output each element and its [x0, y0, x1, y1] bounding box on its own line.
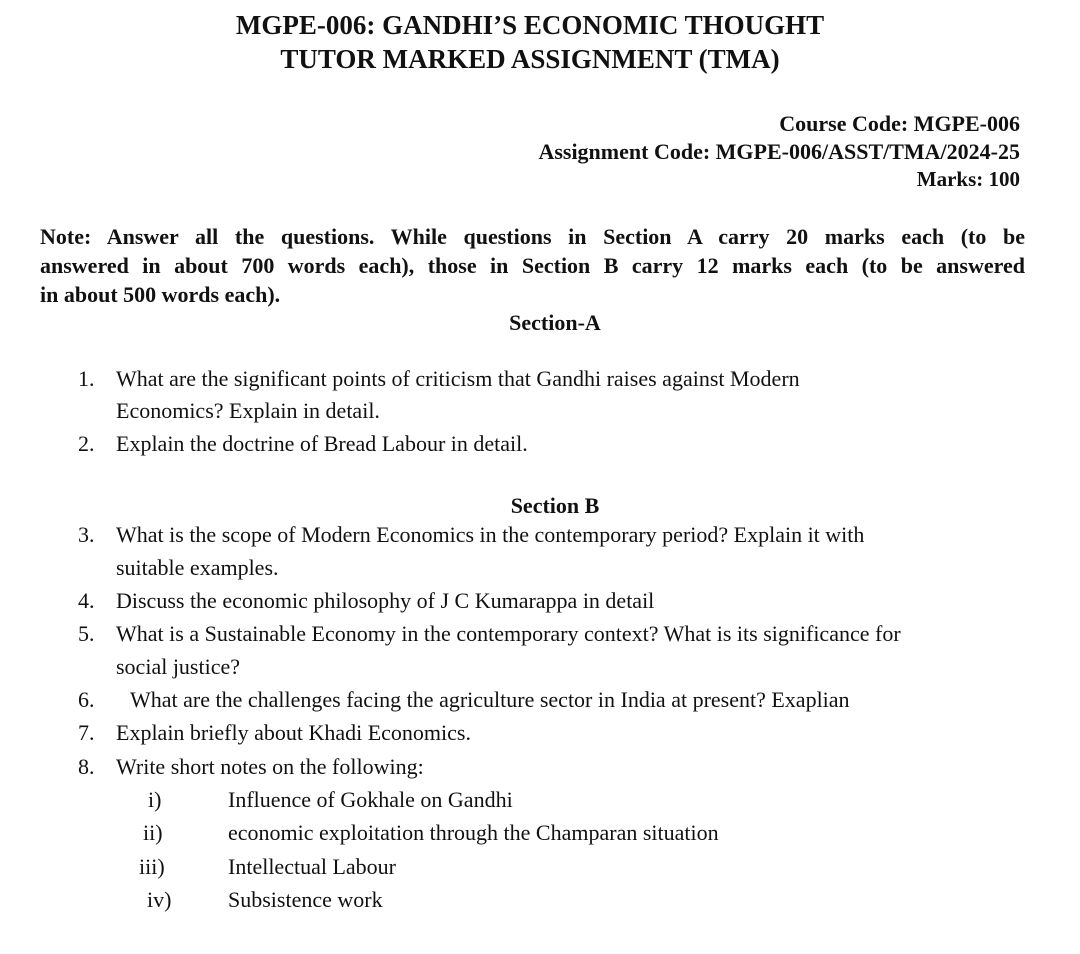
question-text: social justice?	[116, 654, 241, 679]
question-number: 2.	[78, 431, 95, 456]
question-number: 7.	[78, 720, 95, 745]
instructions-note	[40, 222, 1025, 309]
sub-item-text: Influence of Gokhale on Gandhi	[228, 787, 513, 812]
sub-item-number: i)	[148, 787, 162, 812]
question-number: 1.	[78, 366, 95, 391]
sub-item-number: iv)	[147, 887, 172, 912]
question-number: 6.	[78, 687, 95, 712]
question-text: What is the scope of Modern Economics in the contemporary period? Explain it with	[116, 522, 865, 547]
question-text: What is a Sustainable Economy in the contemporary context? What is its significance for	[116, 621, 901, 646]
sub-item-number: ii)	[143, 820, 163, 845]
course-code: Course Code: MGPE-006	[779, 111, 1020, 136]
question-text: Discuss the economic philosophy of J C Kumarappa in detail	[116, 588, 655, 613]
question-number: 4.	[78, 588, 95, 613]
note-line: Note: Answer all the questions. While questions in Section A carry 20 marks each (to be	[40, 224, 1025, 249]
section-a-heading: Section-A	[509, 310, 601, 335]
assignment-code: Assignment Code: MGPE-006/ASST/TMA/2024-25	[538, 139, 1020, 164]
question-number: 5.	[78, 621, 95, 646]
note-line: in about 500 words each).	[40, 282, 281, 307]
question-text: Economics? Explain in detail.	[116, 398, 380, 423]
marks: Marks: 100	[916, 167, 1020, 191]
document-subtitle: TUTOR MARKED ASSIGNMENT (TMA)	[280, 44, 780, 74]
sub-item-text: Intellectual Labour	[228, 854, 396, 879]
question-text: suitable examples.	[116, 555, 279, 580]
question-text: What are the challenges facing the agriculture sector in India at present? Exaplian	[130, 687, 850, 712]
question-text: Explain briefly about Khadi Economics.	[116, 720, 471, 745]
question-text: Write short notes on the following:	[116, 754, 424, 779]
section-b-heading: Section B	[510, 493, 600, 518]
sub-item-text: Subsistence work	[228, 887, 383, 912]
sub-item-number: iii)	[139, 854, 165, 879]
question-number: 8.	[78, 754, 95, 779]
question-text: What are the significant points of criticism that Gandhi raises against Modern	[116, 366, 800, 391]
note-line: answered in about 700 words each), those in Section B carry 12 marks each (to be answered	[40, 253, 1025, 278]
question-text: Explain the doctrine of Bread Labour in detail.	[116, 431, 528, 456]
document-title: MGPE-006: GANDHI’S ECONOMIC THOUGHT	[235, 10, 825, 40]
question-number: 3.	[78, 522, 95, 547]
sub-item-text: economic exploitation through the Champaran situation	[228, 820, 719, 845]
